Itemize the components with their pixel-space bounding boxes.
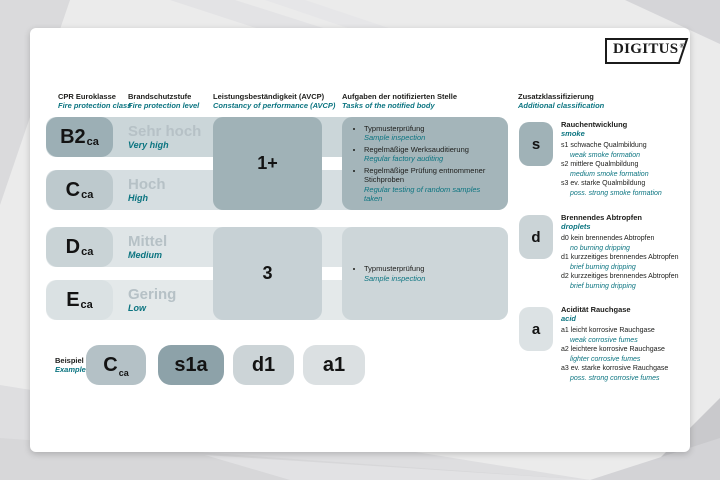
column-header-euroclass [58,92,131,110]
class-box-dca [46,227,113,267]
header-en: Fire protection level [128,101,200,110]
item-en: poss. strong smoke formation [570,189,662,197]
column-header-notified-body [342,92,457,110]
task-item [364,145,500,164]
level-de: Mittel [128,232,168,250]
digitus-logo [605,38,689,64]
header-en: Additional classification [518,101,605,110]
notified-body-tasks-group1 [342,117,508,210]
header-de: Brandschutzstufe [128,92,192,101]
header-en: Fire protection class [58,101,132,110]
section-title-en: acid [561,314,577,323]
item-en: weak corrosive fumes [570,336,638,344]
item-de: s1 schwache Qualmbildung [561,142,647,149]
item-de: d2 kurzzeitiges brennendes Abtropfen [561,273,679,280]
class-box-eca [46,280,113,320]
chip-text: a1 [322,353,346,376]
class-subscript: ca [86,136,99,148]
classification-item [561,272,701,291]
level-label-very-high [128,117,201,157]
task-en: Sample inspection [364,133,426,142]
additional-section-acid [561,305,701,383]
column-header-avcp [213,92,335,110]
task-item [364,264,500,283]
example-chip-cca [86,345,146,385]
task-de: • Typmusterprüfung [364,264,425,273]
item-de: a2 leichtere korrosive Rauchgase [561,346,665,353]
level-en: High [128,192,148,203]
level-de: Gering [128,285,177,303]
task-en: Sample inspection [364,273,426,283]
task-de: • Regelmäßige Werksauditierung [364,144,469,154]
notified-body-tasks-group2 [342,227,508,320]
section-title-de: Brennendes Abtropfen [561,213,642,222]
column-header-additional-classification [518,92,604,110]
item-de: s3 ev. starke Qualmbildung [561,180,646,187]
avcp-value: 3 [262,263,273,283]
class-code: D [65,235,81,258]
additional-letter-box-d [519,215,553,259]
avcp-value: 1+ [257,153,278,173]
level-en: Very high [128,139,169,150]
column-header-protection-level [128,92,199,110]
item-de: a1 leicht korrosive Rauchgase [561,327,655,334]
chip-text: d1 [251,353,276,376]
item-en: no burning dripping [570,244,630,252]
digitus-logo-text [613,41,685,58]
section-title-en: smoke [561,129,585,138]
class-subscript: ca [81,246,94,258]
level-label-medium [128,227,167,267]
header-de: Zusatzklassifizierung [518,92,594,101]
section-title-en: droplets [561,222,591,231]
classification-item [561,141,701,160]
class-box-cca [46,170,113,210]
registered-mark: ® [679,42,685,50]
infographic-card [30,28,690,452]
task-en: Regular testing of random samples taken [364,184,481,203]
item-en: brief burning dripping [570,263,636,271]
example-label-en: Example [55,365,86,374]
example-label [55,345,86,385]
level-label-low [128,280,176,320]
classification-item [561,364,701,383]
avcp-box-1plus [213,117,322,210]
task-item [364,124,500,143]
item-en: weak smoke formation [570,151,641,159]
section-title-de: Rauchentwicklung [561,120,628,129]
example-chip-s1a [158,345,224,385]
task-list [354,262,500,285]
header-de: Leistungsbeständigkeit (AVCP) [213,92,325,101]
example-chip-d1 [233,345,294,385]
task-list [354,122,500,206]
brand-name: DIGITUS [613,41,679,57]
task-de: • Typmusterprüfung [364,123,425,133]
level-de: Sehr hoch [128,122,202,140]
additional-letter: d [531,228,541,246]
additional-section-smoke [561,120,701,198]
example-chip-a1 [303,345,365,385]
additional-section-droplets [561,213,701,291]
additional-letter: a [531,320,541,338]
class-box-b2ca [46,117,113,157]
section-title-de: Acidität Rauchgase [561,305,631,314]
chip-text: s1a [174,353,208,376]
classification-item [561,160,701,179]
item-en: lighter corrosive fumes [570,355,641,363]
classification-item [561,253,701,272]
header-en: Tasks of the notified body [342,101,435,110]
level-de: Hoch [128,175,166,193]
class-code: C [65,178,81,201]
classification-item [561,234,701,253]
chip-subscript: ca [118,368,129,378]
level-en: Medium [128,249,163,260]
task-en: Regular factory auditing [364,154,444,163]
classification-item [561,179,701,198]
additional-letter: s [531,135,541,153]
item-en: brief burning dripping [570,282,636,290]
avcp-box-3 [213,227,322,320]
item-de: d1 kurzzeitiges brennendes Abtropfen [561,254,679,261]
classification-item [561,326,701,345]
level-label-high [128,170,166,210]
example-label-de: Beispiel [55,356,84,365]
task-de: • Regelmäßige Prüfung entnommener Stichproben [364,165,486,184]
classification-item [561,345,701,364]
class-code: B2 [60,125,86,148]
class-subscript: ca [80,299,93,311]
level-en: Low [128,302,146,313]
task-item [364,166,500,204]
additional-letter-box-s [519,122,553,166]
item-en: medium smoke formation [570,170,649,178]
item-en: poss. strong corrosive fumes [570,374,660,382]
class-subscript: ca [81,189,94,201]
chip-text: C [103,353,118,376]
header-de: Aufgaben der notifizierten Stelle [342,92,458,101]
item-de: d0 kein brennendes Abtropfen [561,235,655,242]
item-de: a3 ev. starke korrosive Rauchgase [561,365,669,372]
header-en: Constancy of performance (AVCP) [213,101,336,110]
additional-letter-box-a [519,307,553,351]
item-de: s2 mittlere Qualmbildung [561,161,639,168]
class-code: E [66,288,80,311]
header-de: CPR Euroklasse [58,92,116,101]
